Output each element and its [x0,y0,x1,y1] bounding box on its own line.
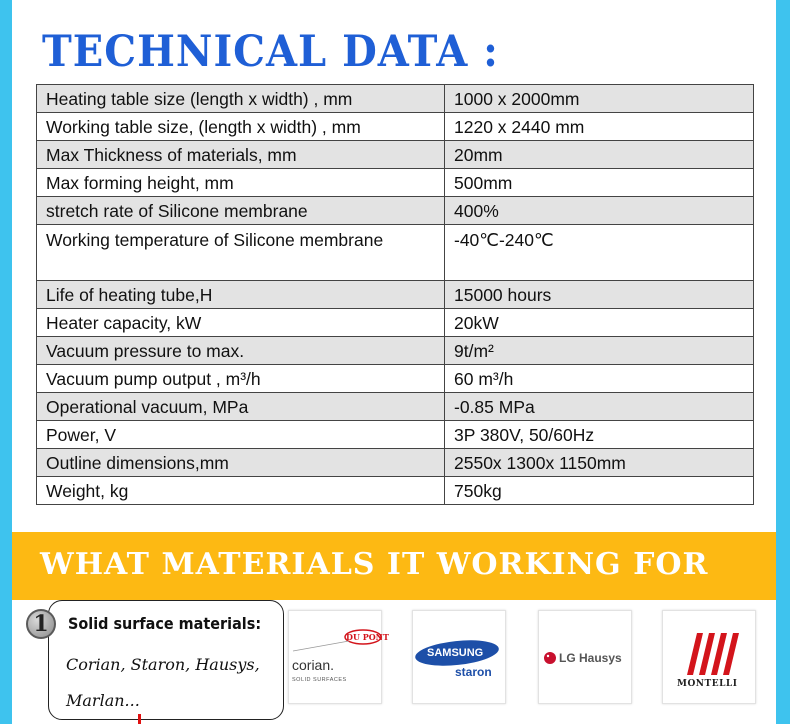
spec-value: -40℃-240℃ [445,225,754,281]
corian-subtext: SOLID SURFACES [292,677,347,683]
staron-text: staron [455,665,492,679]
table-row [37,281,754,309]
lg-hausys-logo [538,610,632,704]
table-row [37,85,754,113]
spec-label: Operational vacuum, MPa [37,393,445,421]
spec-value: 60 m³/h [445,365,754,393]
table-row [37,365,754,393]
table-row [37,477,754,505]
product-spec-page [12,0,776,724]
table-row [37,141,754,169]
dupont-text: DU PONT [346,632,389,642]
montelli-stripes-icon [663,611,757,705]
table-row [37,449,754,477]
technical-data-title: TECHNICAL DATA : [42,26,499,77]
spec-value: 2550x 1300x 1150mm [445,449,754,477]
technical-data-table [36,84,754,505]
spec-label: Power, V [37,421,445,449]
spec-label: Heating table size (length x width) , mm [37,85,445,113]
table-row [37,113,754,141]
spec-label: Vacuum pressure to max. [37,337,445,365]
table-row [37,337,754,365]
spec-value: 20kW [445,309,754,337]
spec-label: stretch rate of Silicone membrane [37,197,445,225]
spec-label: Max Thickness of materials, mm [37,141,445,169]
spec-value: 1220 x 2440 mm [445,113,754,141]
spec-label: Life of heating tube,H [37,281,445,309]
spec-value: 1000 x 2000mm [445,85,754,113]
spec-label: Working table size, (length x width) , mm [37,113,445,141]
lg-hausys-text: LG Hausys [559,651,622,665]
samsung-text: SAMSUNG [427,647,484,659]
callout-body-text: Corian, Staron, Hausys, Marlan... [66,655,260,710]
spec-value: 20mm [445,141,754,169]
spec-value: 500mm [445,169,754,197]
table-row [37,421,754,449]
table-row [37,197,754,225]
spec-label: Heater capacity, kW [37,309,445,337]
materials-title: WHAT MATERIALS IT WORKING FOR [40,547,709,582]
table-row [37,309,754,337]
spec-value: 400% [445,197,754,225]
montelli-logo [662,610,756,704]
corian-logo [288,610,389,704]
spec-label: Weight, kg [37,477,445,505]
table-row [37,169,754,197]
corian-text: corian. [292,657,335,673]
samsung-staron-logo [412,610,506,704]
spec-label: Working temperature of Silicone membrane [37,225,445,281]
spec-value: 3P 380V, 50/60Hz [445,421,754,449]
spec-value: 9t/m² [445,337,754,365]
spec-label: Max forming height, mm [37,169,445,197]
item-number-badge: 1 [26,609,56,639]
table-row [37,225,754,281]
callout-pointer [138,714,141,724]
spec-value: -0.85 MPa [445,393,754,421]
spec-value: 750kg [445,477,754,505]
table-row [37,393,754,421]
spec-value: 15000 hours [445,281,754,309]
montelli-text: MONTELLI [677,679,738,689]
callout-heading: Solid surface materials: [68,614,262,633]
spec-label: Vacuum pump output , m³/h [37,365,445,393]
spec-label: Outline dimensions,mm [37,449,445,477]
